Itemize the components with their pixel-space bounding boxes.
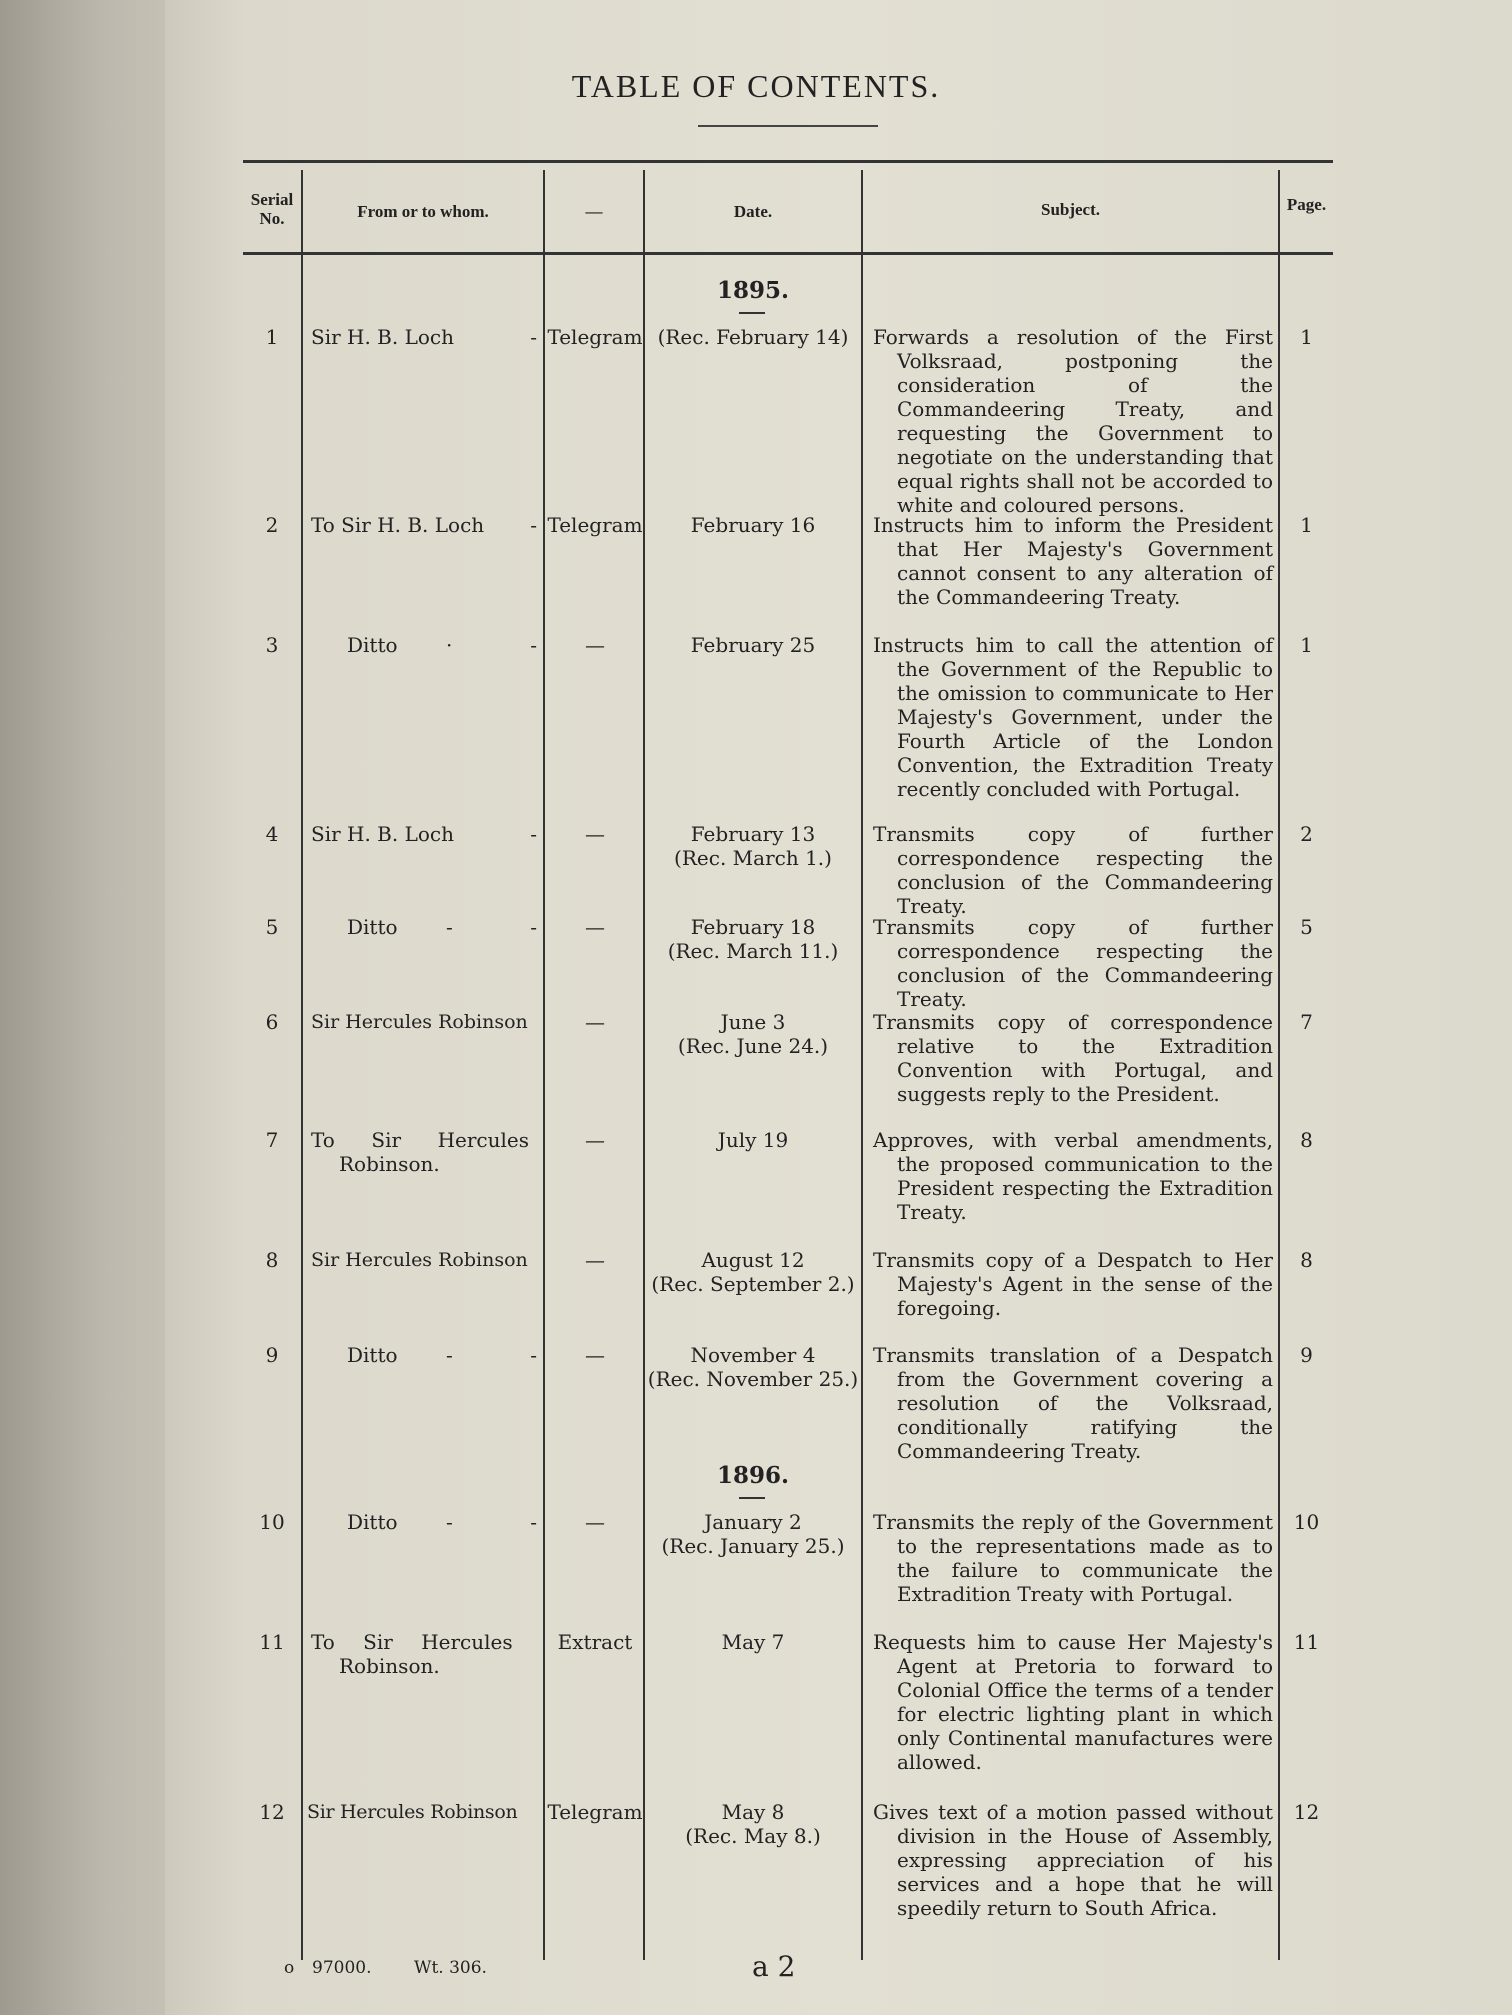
from-to: Ditto - -	[347, 1343, 537, 1367]
year-underline	[739, 312, 765, 314]
page-number: 8	[1300, 1128, 1313, 1152]
document-type: —	[585, 1510, 605, 1534]
document-type: —	[585, 1010, 605, 1034]
document-type: —	[585, 1248, 605, 1272]
subject: Approves, with verbal amendments, the proposed communication to the President respecting the Extradition Treaty.	[873, 1128, 1273, 1224]
serial-number: 5	[265, 915, 279, 939]
subject: Transmits copy of a Despatch to Her Majesty's Agent in the sense of the foregoing.	[873, 1248, 1273, 1320]
footer-weight: Wt. 306.	[414, 1958, 487, 1978]
from-to: Sir Hercules Robinson	[311, 1249, 528, 1271]
page-number: 8	[1300, 1248, 1313, 1272]
date: May 7	[721, 1630, 785, 1654]
from-to: Sir H. B. Loch -	[311, 325, 537, 349]
date: June 3 (Rec. June 24.)	[677, 1010, 829, 1058]
document-type: Extract	[557, 1630, 633, 1654]
from-to: Sir H. B. Loch -	[311, 822, 537, 846]
column-rule	[643, 170, 645, 1960]
date: February 25	[690, 633, 816, 657]
subject: Transmits copy of further correspondence respecting the conclusion of the Commandeering Treaty.	[873, 822, 1273, 918]
header-subject: Subject.	[1040, 200, 1101, 219]
date: January 2 (Rec. January 25.)	[661, 1510, 845, 1558]
from-to: To Sir Hercules Robinson.	[311, 1128, 529, 1176]
date: February 18 (Rec. March 11.)	[667, 915, 839, 963]
footer-print-number: 97000.	[312, 1958, 372, 1978]
contents-table	[243, 160, 1333, 1950]
header-bottom-rule	[243, 252, 1333, 255]
year-label: 1895.	[716, 277, 790, 304]
page-number: 1	[1300, 513, 1313, 537]
page-number: 7	[1300, 1010, 1313, 1034]
document-type: —	[585, 1343, 605, 1367]
serial-number: 7	[265, 1128, 279, 1152]
date: February 13 (Rec. March 1.)	[674, 822, 832, 870]
table-top-rule	[243, 160, 1333, 163]
document-type: —	[585, 1128, 605, 1152]
header-type: —	[585, 202, 603, 221]
date: February 16	[690, 513, 816, 537]
serial-number: 12	[259, 1800, 285, 1824]
page-title: TABLE OF CONTENTS.	[571, 68, 941, 104]
column-rule	[543, 170, 545, 1960]
from-to: To Sir Hercules Robinson.	[311, 1630, 513, 1678]
page-number: 9	[1300, 1343, 1313, 1367]
serial-number: 1	[265, 325, 279, 349]
document-type: —	[585, 633, 605, 657]
serial-number: 6	[265, 1010, 279, 1034]
page-number: 2	[1300, 822, 1313, 846]
column-rule	[301, 170, 303, 1960]
serial-number: 4	[265, 822, 279, 846]
subject: Transmits copy of correspondence relative to the Extradition Convention with Portugal, and suggests reply to the President.	[873, 1010, 1273, 1106]
serial-number: 11	[259, 1630, 285, 1654]
header-from: From or to whom.	[357, 202, 489, 221]
subject: Requests him to cause Her Majesty's Agent at Pretoria to forward to Colonial Office the terms of a tender for electric lighting plant in which only Continental manufactures were allowed.	[873, 1630, 1273, 1774]
from-to: Sir Hercules Robinson	[307, 1801, 518, 1823]
year-underline	[739, 1497, 765, 1499]
from-to: Ditto - -	[347, 1510, 537, 1534]
from-to: Ditto · -	[347, 633, 537, 657]
from-to: Sir Hercules Robinson	[311, 1011, 528, 1033]
serial-number: 8	[265, 1248, 279, 1272]
subject: Transmits translation of a Despatch from the Government covering a resolution of the Volksraad, conditionally ratifying the Commandeering Treaty.	[873, 1343, 1273, 1463]
signature-mark: a 2	[752, 1950, 796, 1983]
page-number: 10	[1293, 1510, 1320, 1534]
page-number: 11	[1293, 1630, 1320, 1654]
header-page: Page.	[1286, 195, 1327, 214]
from-to: To Sir H. B. Loch -	[311, 513, 537, 537]
page-number: 5	[1300, 915, 1313, 939]
date: (Rec. February 14)	[657, 325, 849, 349]
serial-number: 10	[259, 1510, 285, 1534]
title-underline	[698, 125, 878, 127]
subject: Instructs him to inform the President that Her Majesty's Government cannot consent to any alteration of the Commandeering Treaty.	[873, 513, 1273, 609]
column-rule	[1278, 170, 1280, 1960]
from-to: Ditto - -	[347, 915, 537, 939]
book-gutter	[0, 0, 190, 2015]
column-rule	[861, 170, 863, 1960]
page-number: 12	[1293, 1800, 1320, 1824]
footer-mark: o	[284, 1958, 295, 1978]
page-number: 1	[1300, 633, 1313, 657]
serial-number: 2	[265, 513, 279, 537]
serial-number: 9	[265, 1343, 279, 1367]
subject: Forwards a resolution of the First Volksraad, postponing the consideration of the Commandeering Treaty, and requesting the Government to negotiate on the understanding that equal rights shall not be accorded to white and coloured persons.	[873, 325, 1273, 517]
page-number: 1	[1300, 325, 1313, 349]
subject: Transmits the reply of the Government to the representations made as to the failure to communicate the Extradition Treaty with Portugal.	[873, 1510, 1273, 1606]
header-serial: Serial No.	[250, 190, 294, 228]
document-type: Telegram	[547, 1800, 643, 1824]
subject: Transmits copy of further correspondence respecting the conclusion of the Commandeering Treaty.	[873, 915, 1273, 1011]
serial-number: 3	[265, 633, 279, 657]
document-type: Telegram	[547, 325, 643, 349]
subject: Instructs him to call the attention of the Government of the Republic to the omission to communicate to Her Majesty's Government, under the Fourth Article of the London Convention, the Extradition Treaty recently concluded with Portugal.	[873, 633, 1273, 801]
date: August 12 (Rec. September 2.)	[651, 1248, 855, 1296]
subject: Gives text of a motion passed without division in the House of Assembly, expressing appreciation of his services and a hope that he will speedily return to South Africa.	[873, 1800, 1273, 1920]
date: July 19	[717, 1128, 789, 1152]
document-type: —	[585, 915, 605, 939]
year-label: 1896.	[716, 1462, 790, 1489]
date: November 4 (Rec. November 25.)	[647, 1343, 859, 1391]
document-type: Telegram	[547, 513, 643, 537]
document-type: —	[585, 822, 605, 846]
date: May 8 (Rec. May 8.)	[685, 1800, 821, 1848]
header-date: Date.	[733, 202, 773, 221]
